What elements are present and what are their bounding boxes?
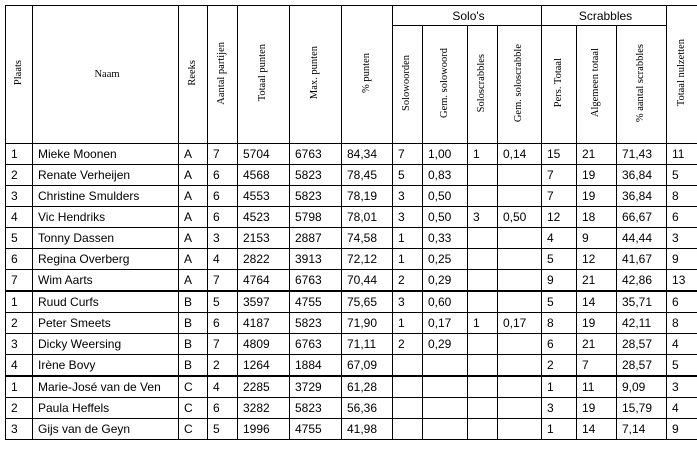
cell-naam: Regina Overberg — [33, 249, 179, 270]
cell-soloscrabbles — [468, 334, 498, 355]
cell-soloscrabbles — [468, 376, 498, 398]
cell-alg-totaal: 18 — [577, 207, 617, 228]
cell-plaats: 2 — [6, 165, 33, 186]
cell-soloscrabbles — [468, 270, 498, 292]
cell-pers-totaal: 6 — [542, 334, 577, 355]
cell-gem-soloscrabble — [498, 165, 542, 186]
cell-partijen: 6 — [208, 165, 238, 186]
table-row — [6, 249, 697, 270]
header-group-scrabbles: Scrabbles — [542, 6, 667, 26]
cell-nulzetten: 6 — [667, 207, 697, 228]
cell-pct-scrabbles: 41,67 — [617, 249, 667, 270]
cell-pers-totaal: 12 — [542, 207, 577, 228]
cell-pct: 70,44 — [342, 270, 393, 292]
cell-max: 1884 — [290, 355, 342, 377]
cell-alg-totaal: 21 — [577, 334, 617, 355]
cell-alg-totaal: 14 — [577, 419, 617, 440]
cell-plaats: 1 — [6, 376, 33, 398]
cell-solowoorden — [393, 355, 423, 377]
cell-partijen: 6 — [208, 398, 238, 419]
cell-pct: 74,58 — [342, 228, 393, 249]
cell-soloscrabbles: 1 — [468, 313, 498, 334]
cell-naam: Renate Verheijen — [33, 165, 179, 186]
cell-gem-soloscrabble — [498, 270, 542, 292]
cell-nulzetten: 9 — [667, 419, 697, 440]
cell-pct-scrabbles: 9,09 — [617, 376, 667, 398]
cell-nulzetten: 5 — [667, 355, 697, 377]
table-row — [6, 334, 697, 355]
cell-soloscrabbles — [468, 355, 498, 377]
table-row — [6, 355, 697, 377]
cell-gem-soloscrabble: 0,50 — [498, 207, 542, 228]
cell-reeks: B — [179, 291, 208, 313]
cell-totaal: 5704 — [238, 144, 290, 165]
cell-naam: Christine Smulders — [33, 186, 179, 207]
cell-pct-scrabbles: 42,11 — [617, 313, 667, 334]
cell-gem-soloscrabble — [498, 376, 542, 398]
cell-naam: Dicky Weersing — [33, 334, 179, 355]
cell-solowoorden: 1 — [393, 228, 423, 249]
table-row — [6, 398, 697, 419]
cell-plaats: 2 — [6, 398, 33, 419]
cell-naam: Ruud Curfs — [33, 291, 179, 313]
cell-totaal: 4553 — [238, 186, 290, 207]
cell-partijen: 7 — [208, 144, 238, 165]
cell-totaal: 1264 — [238, 355, 290, 377]
cell-pct: 71,90 — [342, 313, 393, 334]
cell-plaats: 3 — [6, 419, 33, 440]
cell-max: 6763 — [290, 270, 342, 292]
cell-solowoorden: 3 — [393, 291, 423, 313]
cell-nulzetten: 8 — [667, 186, 697, 207]
cell-alg-totaal: 19 — [577, 165, 617, 186]
header-naam: Naam — [33, 6, 179, 144]
cell-pers-totaal: 5 — [542, 291, 577, 313]
cell-partijen: 3 — [208, 228, 238, 249]
table-row — [6, 291, 697, 313]
cell-gem-solowoord — [423, 419, 468, 440]
cell-pct: 75,65 — [342, 291, 393, 313]
cell-pct: 67,09 — [342, 355, 393, 377]
cell-reeks: A — [179, 270, 208, 292]
cell-pct: 56,36 — [342, 398, 393, 419]
table-row — [6, 313, 697, 334]
cell-pers-totaal: 15 — [542, 144, 577, 165]
cell-soloscrabbles — [468, 249, 498, 270]
header-totaal-nulzetten: Totaal nulzetten — [667, 6, 697, 144]
cell-max: 5823 — [290, 165, 342, 186]
header-plaats: Plaats — [6, 6, 33, 144]
cell-pers-totaal: 7 — [542, 186, 577, 207]
cell-reeks: A — [179, 186, 208, 207]
cell-partijen: 2 — [208, 355, 238, 377]
cell-solowoorden: 1 — [393, 249, 423, 270]
cell-gem-soloscrabble — [498, 228, 542, 249]
cell-naam: Paula Heffels — [33, 398, 179, 419]
header-solowoorden: Solowoorden — [393, 26, 423, 144]
cell-totaal: 3597 — [238, 291, 290, 313]
table-row — [6, 270, 697, 292]
cell-nulzetten: 13 — [667, 270, 697, 292]
cell-max: 3913 — [290, 249, 342, 270]
cell-gem-soloscrabble — [498, 419, 542, 440]
cell-pers-totaal: 7 — [542, 165, 577, 186]
cell-plaats: 3 — [6, 186, 33, 207]
cell-partijen: 6 — [208, 313, 238, 334]
cell-soloscrabbles — [468, 419, 498, 440]
cell-gem-soloscrabble: 0,17 — [498, 313, 542, 334]
cell-alg-totaal: 9 — [577, 228, 617, 249]
cell-plaats: 1 — [6, 144, 33, 165]
cell-pct: 78,45 — [342, 165, 393, 186]
cell-reeks: C — [179, 419, 208, 440]
table-row — [6, 228, 697, 249]
cell-soloscrabbles — [468, 165, 498, 186]
cell-gem-soloscrabble — [498, 398, 542, 419]
cell-plaats: 6 — [6, 249, 33, 270]
cell-partijen: 6 — [208, 186, 238, 207]
cell-alg-totaal: 7 — [577, 355, 617, 377]
cell-alg-totaal: 21 — [577, 270, 617, 292]
cell-plaats: 1 — [6, 291, 33, 313]
cell-gem-soloscrabble — [498, 334, 542, 355]
cell-totaal: 4187 — [238, 313, 290, 334]
cell-max: 2887 — [290, 228, 342, 249]
cell-nulzetten: 11 — [667, 144, 697, 165]
cell-pct-scrabbles: 28,57 — [617, 334, 667, 355]
cell-pers-totaal: 4 — [542, 228, 577, 249]
cell-soloscrabbles — [468, 228, 498, 249]
cell-pct-scrabbles: 44,44 — [617, 228, 667, 249]
cell-nulzetten: 3 — [667, 376, 697, 398]
header-aantal-partijen: Aantal partijen — [208, 6, 238, 144]
cell-solowoorden: 2 — [393, 270, 423, 292]
cell-max: 6763 — [290, 144, 342, 165]
cell-gem-solowoord: 0,60 — [423, 291, 468, 313]
header-reeks: Reeks — [179, 6, 208, 144]
cell-gem-solowoord — [423, 376, 468, 398]
cell-pct-scrabbles: 36,84 — [617, 186, 667, 207]
cell-max: 5823 — [290, 313, 342, 334]
ranking-table — [5, 5, 697, 440]
cell-reeks: B — [179, 313, 208, 334]
cell-gem-soloscrabble — [498, 186, 542, 207]
cell-max: 5823 — [290, 398, 342, 419]
header-soloscrabbles: Soloscrabbles — [468, 26, 498, 144]
cell-partijen: 5 — [208, 291, 238, 313]
cell-naam: Mieke Moonen — [33, 144, 179, 165]
cell-reeks: A — [179, 165, 208, 186]
cell-reeks: A — [179, 249, 208, 270]
cell-solowoorden — [393, 419, 423, 440]
cell-partijen: 5 — [208, 419, 238, 440]
cell-reeks: B — [179, 334, 208, 355]
header-max-punten: Max. punten — [290, 6, 342, 144]
cell-solowoorden — [393, 398, 423, 419]
cell-max: 4755 — [290, 419, 342, 440]
cell-gem-soloscrabble — [498, 291, 542, 313]
cell-gem-solowoord: 0,17 — [423, 313, 468, 334]
cell-totaal: 2285 — [238, 376, 290, 398]
cell-naam: Vic Hendriks — [33, 207, 179, 228]
cell-gem-soloscrabble: 0,14 — [498, 144, 542, 165]
cell-nulzetten: 3 — [667, 228, 697, 249]
cell-reeks: C — [179, 398, 208, 419]
cell-max: 6763 — [290, 334, 342, 355]
cell-partijen: 4 — [208, 249, 238, 270]
cell-solowoorden: 7 — [393, 144, 423, 165]
cell-partijen: 7 — [208, 270, 238, 292]
cell-totaal: 4764 — [238, 270, 290, 292]
cell-partijen: 4 — [208, 376, 238, 398]
cell-max: 4755 — [290, 291, 342, 313]
cell-gem-solowoord: 0,50 — [423, 186, 468, 207]
header-gem-soloscrabble: Gem. soloscrabble — [498, 26, 542, 144]
cell-alg-totaal: 21 — [577, 144, 617, 165]
cell-plaats: 3 — [6, 334, 33, 355]
cell-gem-solowoord: 0,33 — [423, 228, 468, 249]
cell-reeks: C — [179, 376, 208, 398]
cell-nulzetten: 6 — [667, 291, 697, 313]
table-row — [6, 186, 697, 207]
cell-solowoorden: 3 — [393, 207, 423, 228]
cell-gem-solowoord: 0,29 — [423, 334, 468, 355]
cell-soloscrabbles — [468, 291, 498, 313]
cell-pct: 71,11 — [342, 334, 393, 355]
cell-pct: 41,98 — [342, 419, 393, 440]
cell-pers-totaal: 3 — [542, 398, 577, 419]
header-pers-totaal: Pers. Totaal — [542, 26, 577, 144]
cell-naam: Wim Aarts — [33, 270, 179, 292]
cell-gem-solowoord: 1,00 — [423, 144, 468, 165]
cell-nulzetten: 4 — [667, 398, 697, 419]
cell-plaats: 2 — [6, 313, 33, 334]
cell-totaal: 2822 — [238, 249, 290, 270]
header-pct-punten: % punten — [342, 6, 393, 144]
cell-soloscrabbles: 1 — [468, 144, 498, 165]
cell-totaal: 2153 — [238, 228, 290, 249]
cell-pct: 61,28 — [342, 376, 393, 398]
cell-pct-scrabbles: 7,14 — [617, 419, 667, 440]
cell-pers-totaal: 2 — [542, 355, 577, 377]
cell-solowoorden: 5 — [393, 165, 423, 186]
cell-pers-totaal: 1 — [542, 419, 577, 440]
cell-partijen: 6 — [208, 207, 238, 228]
cell-totaal: 4523 — [238, 207, 290, 228]
cell-plaats: 7 — [6, 270, 33, 292]
cell-alg-totaal: 19 — [577, 398, 617, 419]
header-gem-solowoord: Gem. solowoord — [423, 26, 468, 144]
cell-reeks: A — [179, 228, 208, 249]
cell-pct-scrabbles: 66,67 — [617, 207, 667, 228]
cell-gem-soloscrabble — [498, 249, 542, 270]
cell-reeks: B — [179, 355, 208, 377]
cell-totaal: 3282 — [238, 398, 290, 419]
cell-alg-totaal: 11 — [577, 376, 617, 398]
cell-naam: Irène Bovy — [33, 355, 179, 377]
header-pct-aantal-scrabbles: % aantal scrabbles — [617, 26, 667, 144]
cell-gem-soloscrabble — [498, 355, 542, 377]
header-algemeen-totaal: Algemeen totaal — [577, 26, 617, 144]
table-row — [6, 207, 697, 228]
cell-alg-totaal: 19 — [577, 186, 617, 207]
cell-alg-totaal: 12 — [577, 249, 617, 270]
header-totaal-punten: Totaal punten — [238, 6, 290, 144]
cell-pct-scrabbles: 15,79 — [617, 398, 667, 419]
table-row — [6, 144, 697, 165]
cell-reeks: A — [179, 144, 208, 165]
cell-totaal: 1996 — [238, 419, 290, 440]
cell-plaats: 4 — [6, 207, 33, 228]
cell-solowoorden: 2 — [393, 334, 423, 355]
cell-soloscrabbles — [468, 186, 498, 207]
cell-pers-totaal: 1 — [542, 376, 577, 398]
table-row — [6, 419, 697, 440]
cell-totaal: 4568 — [238, 165, 290, 186]
cell-alg-totaal: 19 — [577, 313, 617, 334]
cell-plaats: 4 — [6, 355, 33, 377]
cell-totaal: 4809 — [238, 334, 290, 355]
cell-pct: 84,34 — [342, 144, 393, 165]
cell-naam: Gijs van de Geyn — [33, 419, 179, 440]
cell-gem-solowoord — [423, 398, 468, 419]
cell-pct: 78,19 — [342, 186, 393, 207]
cell-naam: Tonny Dassen — [33, 228, 179, 249]
cell-gem-solowoord — [423, 355, 468, 377]
cell-pers-totaal: 8 — [542, 313, 577, 334]
cell-nulzetten: 9 — [667, 249, 697, 270]
cell-naam: Peter Smeets — [33, 313, 179, 334]
cell-pct: 72,12 — [342, 249, 393, 270]
cell-pct: 78,01 — [342, 207, 393, 228]
cell-solowoorden: 3 — [393, 186, 423, 207]
cell-pers-totaal: 5 — [542, 249, 577, 270]
cell-gem-solowoord: 0,50 — [423, 207, 468, 228]
cell-naam: Marie-José van de Ven — [33, 376, 179, 398]
cell-gem-solowoord: 0,25 — [423, 249, 468, 270]
cell-pct-scrabbles: 35,71 — [617, 291, 667, 313]
table-body — [6, 144, 697, 440]
cell-nulzetten: 5 — [667, 165, 697, 186]
table-row — [6, 165, 697, 186]
table-row — [6, 376, 697, 398]
cell-pers-totaal: 9 — [542, 270, 577, 292]
cell-partijen: 7 — [208, 334, 238, 355]
cell-max: 5798 — [290, 207, 342, 228]
cell-soloscrabbles — [468, 398, 498, 419]
cell-gem-solowoord: 0,29 — [423, 270, 468, 292]
cell-plaats: 5 — [6, 228, 33, 249]
cell-nulzetten: 4 — [667, 334, 697, 355]
cell-pct-scrabbles: 36,84 — [617, 165, 667, 186]
cell-solowoorden — [393, 376, 423, 398]
cell-alg-totaal: 14 — [577, 291, 617, 313]
cell-pct-scrabbles: 42,86 — [617, 270, 667, 292]
cell-gem-solowoord: 0,83 — [423, 165, 468, 186]
cell-pct-scrabbles: 71,43 — [617, 144, 667, 165]
cell-nulzetten: 8 — [667, 313, 697, 334]
cell-soloscrabbles: 3 — [468, 207, 498, 228]
header-group-solos: Solo's — [393, 6, 542, 26]
cell-max: 5823 — [290, 186, 342, 207]
cell-pct-scrabbles: 28,57 — [617, 355, 667, 377]
cell-max: 3729 — [290, 376, 342, 398]
cell-solowoorden: 1 — [393, 313, 423, 334]
cell-reeks: A — [179, 207, 208, 228]
